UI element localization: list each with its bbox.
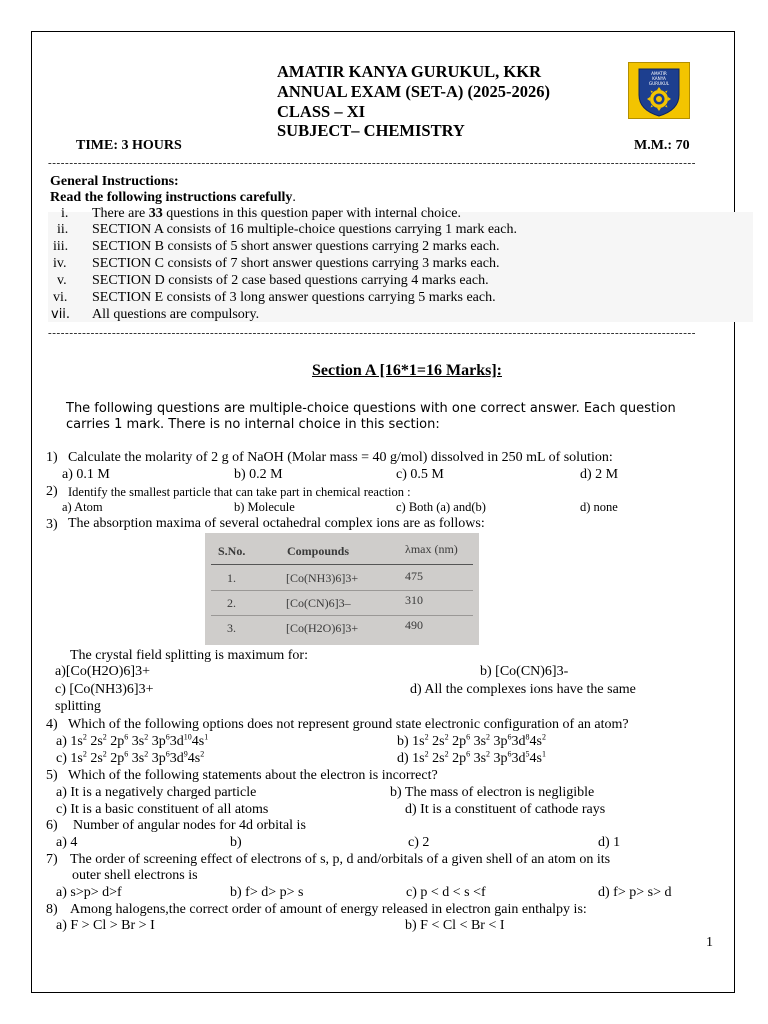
divider-top: --------------------------------------------------------------------------------------------------------------------------------------------------------: [48, 157, 696, 169]
q6-option-a: a) 4: [56, 835, 78, 850]
q1-option-d: d) 2 M: [580, 467, 619, 482]
instruction-3: SECTION B consists of 5 short answer questions carrying 2 marks each.: [92, 239, 500, 254]
q1-number: 1): [46, 450, 58, 465]
instruction-6-num: vi.: [53, 290, 68, 305]
instructions-title: General Instructions:: [50, 174, 179, 189]
q1-option-b: b) 0.2 M: [234, 467, 283, 482]
instruction-2: SECTION A consists of 16 multiple-choice questions carrying 1 mark each.: [92, 222, 517, 237]
instructions-read-punct: .: [292, 190, 296, 205]
subject-label: SUBJECT– CHEMISTRY: [277, 121, 465, 140]
table-row-1-value: 475: [405, 569, 423, 583]
q3-option-c: c) [Co(NH3)6]3+: [55, 682, 154, 697]
q8-option-b: b) F < Cl < Br < I: [405, 918, 505, 933]
class-label: CLASS – XI: [277, 102, 366, 121]
instruction-1: [92, 206, 461, 222]
instruction-6: SECTION E consists of 3 long answer questions carrying 5 marks each.: [92, 290, 496, 305]
q8-option-a: a) F > Cl > Br > I: [56, 918, 155, 933]
q5-option-c: c) It is a basic constituent of all atoms: [56, 802, 269, 817]
q7-option-a: a) s>p> d>f: [56, 885, 122, 900]
q5-text: Which of the following statements about the electron is incorrect?: [68, 768, 438, 783]
logo-text-3: GURUKUL: [648, 81, 670, 86]
instruction-1-pre: There are: [92, 206, 149, 221]
section-a-note-1: The following questions are multiple-choice questions with one correct answer. Each question: [66, 401, 676, 416]
school-name: AMATIR KANYA GURUKUL, KKR: [277, 62, 542, 81]
q3-option-a: a)[Co(H2O)6]3+: [55, 664, 150, 679]
q2-text: Identify the smallest particle that can take part in chemical reaction :: [68, 485, 411, 499]
q4-number: 4): [46, 717, 58, 732]
instruction-4: SECTION C consists of 7 short answer questions carrying 3 marks each.: [92, 256, 500, 271]
section-a-note-2: carries 1 mark. There is no internal choice in this section:: [66, 417, 440, 432]
instruction-7: All questions are compulsory.: [92, 307, 260, 322]
instruction-4-num: iv.: [53, 256, 67, 271]
q7-number: 7): [46, 852, 58, 867]
instruction-5-num: v.: [57, 273, 67, 288]
q3-stem: The crystal field splitting is maximum for:: [70, 648, 308, 663]
q3-option-b: b) [Co(CN)6]3-: [480, 664, 569, 679]
instruction-1-post: questions in this question paper with internal choice.: [162, 206, 461, 221]
q2-option-a: a) Atom: [62, 500, 103, 514]
q2-option-d: d) none: [580, 500, 618, 514]
table-row-1-compound: [Co(NH3)6]3+: [286, 571, 359, 585]
q4-option-d: d) $1s^2$ $2s^2$ $2p^6$ $3s^2$ $3p^63d^54s^1$: [397, 749, 546, 766]
q4-option-a: a) $1s^2$ $2s^2$ $2p^6$ $3s^2$ $3p^63d^{10}4s^1$: [56, 732, 209, 749]
q2-option-b: b) Molecule: [234, 500, 295, 514]
q4-option-b: b) $1s^2$ $2s^2$ $2p^6$ $3s^2$ $3p^63d^84s^2$: [397, 732, 546, 749]
q1-option-a: a) 0.1 M: [62, 467, 110, 482]
instruction-7-num: vii.: [51, 307, 71, 322]
q5-option-a: a) It is a negatively charged particle: [56, 785, 257, 800]
q8-text: Among halogens,the correct order of amount of energy released in electron gain enthalpy is:: [70, 902, 587, 917]
q7-text-line1: The order of screening effect of electrons of s, p, d and/orbitals of a given shell of an atom on its: [70, 852, 611, 867]
page-number: 1: [706, 935, 713, 950]
q6-number: 6): [46, 818, 58, 833]
table-row-1-sno: 1.: [227, 571, 236, 585]
q6-option-b: b): [230, 835, 242, 850]
table-row-2-value: 310: [405, 593, 423, 607]
q4-text: Which of the following options does not represent ground state electronic configuration of an atom?: [68, 717, 629, 732]
logo-text-2: KANYA: [652, 76, 666, 81]
instructions-read-text: Read the following instructions carefully: [50, 190, 293, 205]
divider-bottom: --------------------------------------------------------------------------------------------------------------------------------------------------------: [48, 327, 696, 339]
q4-option-c: c) $1s^2$ $2s^2$ $2p^6$ $3s^2$ $3p^63d^94s^2$: [56, 749, 205, 766]
q2-number: 2): [46, 484, 58, 499]
q7-option-b: b) f> d> p> s: [230, 885, 304, 900]
q1-text: Calculate the molarity of 2 g of NaOH (Molar mass = 40 g/mol) dissolved in 250 mL of solution:: [68, 450, 613, 465]
instruction-1-num: i.: [61, 206, 69, 221]
absorption-table: [205, 533, 479, 645]
table-header-lambda: λmax (nm): [405, 542, 458, 556]
logo-text-1: AMATIR: [651, 71, 667, 76]
school-logo: [628, 62, 690, 119]
time-label: TIME: 3 HOURS: [76, 138, 182, 153]
instruction-1-count: 33: [148, 206, 163, 221]
table-row-rule-2: [211, 615, 473, 616]
instruction-3-num: iii.: [53, 239, 69, 254]
q3-option-d: d) All the complexes ions have the same: [410, 682, 636, 697]
exam-title: ANNUAL EXAM (SET-A) (2025-2026): [277, 82, 551, 101]
q6-option-c: c) 2: [408, 835, 430, 850]
table-header-sno: S.No.: [218, 544, 246, 558]
q5-option-d: d) It is a constituent of cathode rays: [405, 802, 606, 817]
table-row-3-value: 490: [405, 618, 423, 632]
table-header-rule: [211, 564, 473, 565]
q7-text-line2: outer shell electrons is: [72, 868, 198, 883]
instruction-2-num: ii.: [57, 222, 69, 237]
q3-number: 3): [46, 517, 58, 532]
section-a-title: Section A [16*1=16 Marks]:: [312, 362, 502, 379]
q7-option-d: d) f> p> s> d: [598, 885, 672, 900]
q8-number: 8): [46, 902, 58, 917]
instructions-read: [50, 190, 296, 206]
q5-number: 5): [46, 768, 58, 783]
q5-option-b: b) The mass of electron is negligible: [390, 785, 595, 800]
table-header-compounds: Compounds: [287, 544, 350, 558]
q3-option-d-cont: splitting: [55, 699, 101, 714]
max-marks: M.M.: 70: [634, 138, 690, 153]
table-row-2-sno: 2.: [227, 596, 236, 610]
q6-text: Number of angular nodes for 4d orbital is: [73, 818, 306, 833]
q7-option-c: c) p < d < s <f: [406, 885, 486, 900]
instruction-5: SECTION D consists of 2 case based questions carrying 4 marks each.: [92, 273, 489, 288]
q3-text: The absorption maxima of several octahedral complex ions are as follows:: [68, 516, 485, 531]
table-row-2-compound: [Co(CN)6]3–: [286, 596, 351, 610]
table-row-rule-1: [211, 590, 473, 591]
q6-option-d: d) 1: [598, 835, 621, 850]
q2-option-c: c) Both (a) and(b): [396, 500, 486, 514]
table-row-3-sno: 3.: [227, 621, 236, 635]
q1-option-c: c) 0.5 M: [396, 467, 444, 482]
table-row-3-compound: [Co(H2O)6]3+: [286, 621, 359, 635]
